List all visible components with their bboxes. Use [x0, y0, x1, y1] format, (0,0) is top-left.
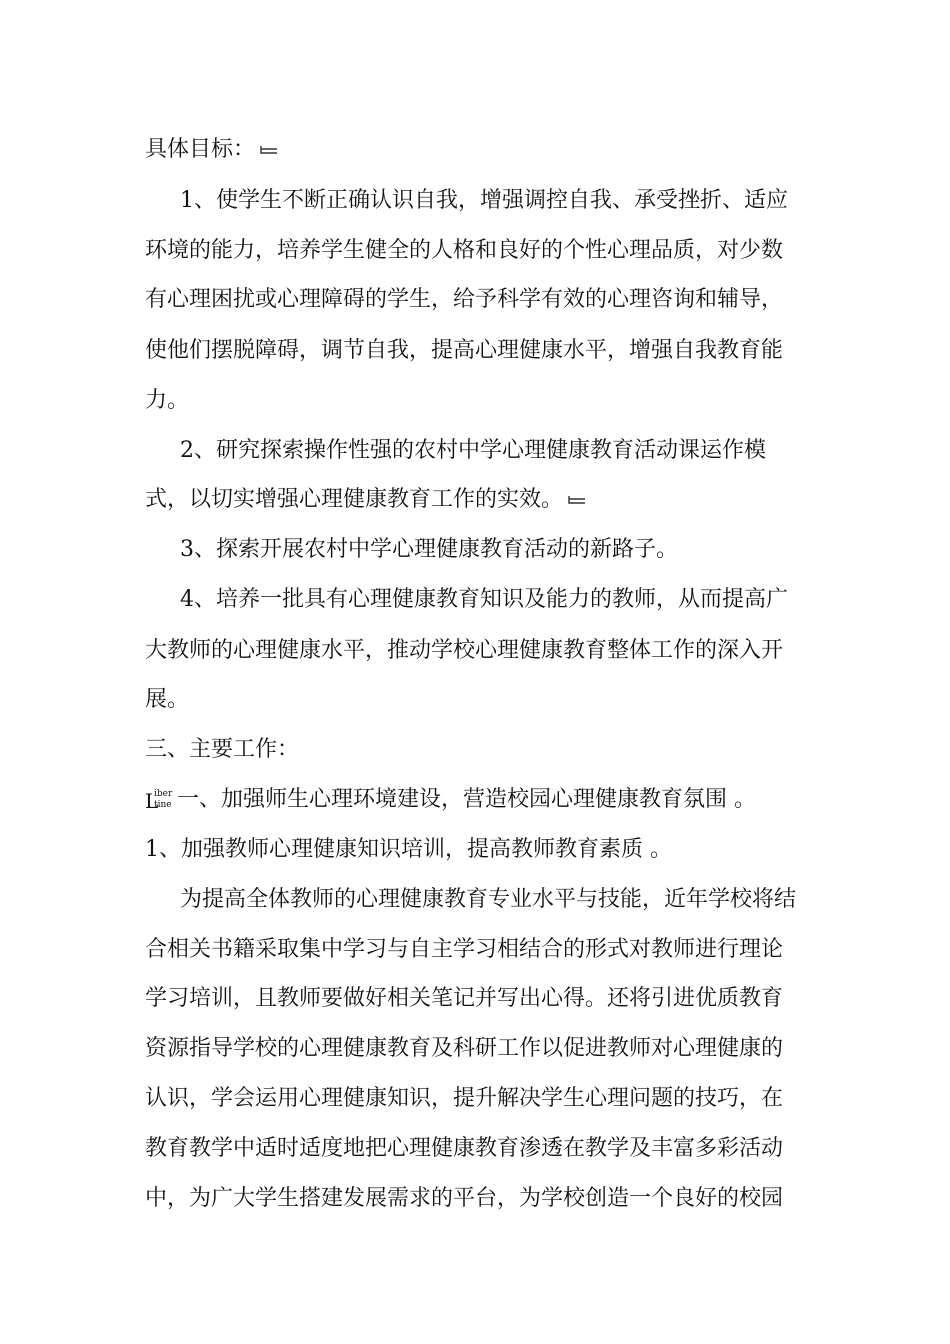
paragraph-line: 环境的能力，培养学生健全的人格和良好的个性心理品质，对少数	[145, 238, 784, 263]
paragraph-line: 资源指导学校的心理健康教育及科研工作以促进教师对心理健康的	[145, 1036, 784, 1061]
heading-specific-goals: 具体目标：	[145, 135, 279, 165]
subheading-environment: L iber tine 一、加强师生心理环境建设，营造校园心理健康教育氛围 。	[145, 787, 756, 813]
paragraph-line: 认识，学会运用心理健康知识，提升解决学生心理问题的技巧，在	[145, 1086, 784, 1111]
line-break-mark-icon	[259, 144, 279, 156]
paragraph-line: 有心理困扰或心理障碍的学生，给予科学有效的心理咨询和辅导，	[145, 287, 784, 312]
heading-main-work: 三、主要工作：	[145, 737, 300, 762]
paragraph-line: 3、探索开展农村中学心理健康教育活动的新路子。	[180, 537, 678, 562]
paragraph-line: 式，以切实增强心理健康教育工作的实效。	[145, 485, 587, 515]
paragraph-line: 为提高全体教师的心理健康教育专业水平与技能，近年学校将结	[180, 887, 797, 912]
paragraph-line: 大教师的心理健康水平，推动学校心理健康教育整体工作的深入开	[145, 638, 784, 663]
paragraph-line: 4、培养一批具有心理健康教育知识及能力的教师，从而提高广	[180, 587, 788, 612]
paragraph-line: 1、使学生不断正确认识自我，增强调控自我、承受挫折、适应	[180, 188, 788, 213]
paragraph-line: 使他们摆脱障碍，调节自我，提高心理健康水平，增强自我教育能	[145, 338, 784, 363]
paragraph-line: 2、研究探索操作性强的农村中学心理健康教育活动课运作模	[180, 438, 766, 463]
paragraph-line: 展。	[145, 687, 190, 712]
paragraph-line: 力。	[145, 388, 190, 413]
paragraph-line: 中，为广大学生搭建发展需求的平台，为学校创造一个良好的校园	[145, 1186, 784, 1211]
paragraph-line: 教育教学中适时适度地把心理健康教育渗透在教学及丰富多彩活动	[145, 1136, 784, 1161]
paragraph-line: 学习培训，且教师要做好相关笔记并写出心得。还将引进优质教育	[145, 986, 784, 1011]
subheading-teacher-training: 1、加强教师心理健康知识培训，提高教师教育素质 。	[145, 837, 672, 862]
line-break-mark-icon	[567, 494, 587, 506]
paragraph-line: 合相关书籍采取集中学习与自主学习相结合的形式对教师进行理论	[145, 937, 784, 962]
text-artifact: L iber tine	[145, 789, 173, 813]
